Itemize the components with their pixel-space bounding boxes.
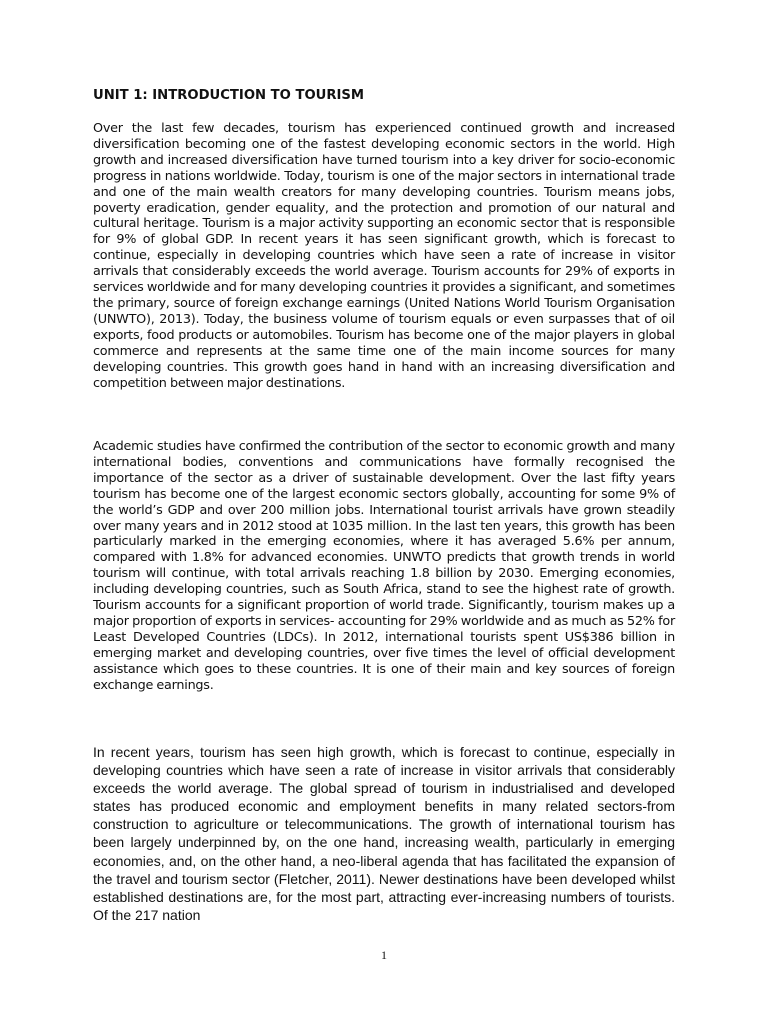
- paragraph-tourism-growth: Over the last few decades, tourism has experienced continued growth and increased diversification becoming one of the fastest developing economic sectors in the world. High growth and increased diversification have turned tourism into a key driver for socio-economic progress in nations worldwide. Today, tourism is one of the major sectors in international trade and one of the main wealth creators for many developing countries. Tourism means jobs, poverty eradication, gender equality, and the protection and promotion of our natural and cultural heritage. Tourism is a major activity supporting an economic sector that is responsible for 9% of global GDP. In recent years it has seen significant growth, which is forecast to continue, especially in developing countries which have seen a rate of increase in visitor arrivals that considerably exceeds the world average. Tourism accounts for 29% of exports in services worldwide and for many developing countries it provides a significant, and sometimes the primary, source of foreign exchange earnings (United Nations World Tourism Organisation (UNWTO), 2013). Today, the business volume of tourism equals or even surpasses that of oil exports, food products or automobiles. Tourism has become one of the major players in global commerce and represents at the same time one of the main income sources for many developing countries. This growth goes hand in hand with an increasing diversification and competition between major destinations.: [93, 121, 675, 391]
- paragraph-academic-studies: Academic studies have confirmed the contribution of the sector to economic growth and many international bodies, conventions and communications have formally recognised the importance of the sector as a driver of sustainable development. Over the last fifty years tourism has become one of the largest economic sectors globally, accounting for some 9% of the world’s GDP and over 200 million jobs. International tourist arrivals have grown steadily over many years and in 2012 stood at 1035 million. In the last ten years, this growth has been particularly marked in the emerging economies, where it has averaged 5.6% per annum, compared with 1.8% for advanced economies. UNWTO predicts that growth trends in world tourism will continue, with total arrivals reaching 1.8 billion by 2030. Emerging economies, including developing countries, such as South Africa, stand to see the highest rate of growth. Tourism accounts for a significant proportion of world trade. Significantly, tourism makes up a major proportion of exports in services- accounting for 29% worldwide and as much as 52% for Least Developed Countries (LDCs). In 2012, international tourists spent US$386 billion in emerging market and developing countries, over five times the level of official development assistance which goes to these countries. It is one of their main and key sources of foreign exchange earnings.: [93, 439, 675, 693]
- paragraph-recent-years: In recent years, tourism has seen high growth, which is forecast to continue, especially in developing countries which have seen a rate of increase in visitor arrivals that considerably exceeds the world average. The global spread of tourism in industrialised and developed states has produced economic and employment benefits in many related sectors-from construction to agriculture or telecommunications. The growth of international tourism has been largely underpinned by, on the one hand, increasing wealth, particularly in emerging economies, and, on the other hand, a neo-liberal agenda that has facilitated the expansion of the travel and tourism sector (Fletcher, 2011). Newer destinations have been developed whilst established destinations are, for the most part, attracting ever-increasing numbers of tourists. Of the 217 nation: [93, 744, 675, 923]
- page-number: 1: [381, 948, 387, 962]
- unit-heading: UNIT 1: INTRODUCTION TO TOURISM: [93, 88, 365, 103]
